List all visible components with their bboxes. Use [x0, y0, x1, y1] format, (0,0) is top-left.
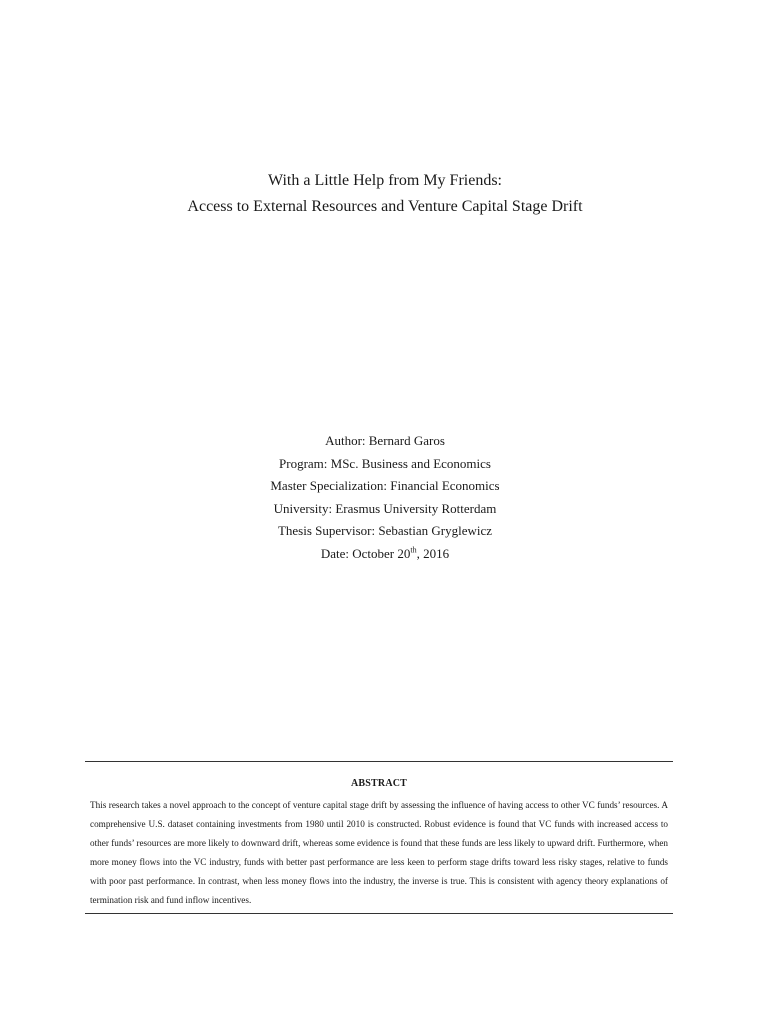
abstract-top-rule [85, 761, 673, 762]
title-line-2: Access to External Resources and Venture Capital Stage Drift [187, 198, 583, 215]
author-line: Author: Bernard Garos [325, 433, 445, 448]
title-line-1: With a Little Help from My Friends: [268, 172, 502, 189]
date-line [0, 543, 770, 566]
thesis-details [0, 430, 770, 566]
abstract-bottom-rule [85, 913, 673, 914]
university-line: University: Erasmus University Rotterdam [273, 500, 497, 516]
abstract-heading: ABSTRACT [350, 778, 408, 789]
specialization-line: Master Specialization: Financial Economics [270, 478, 500, 494]
program-line: Program: MSc. Business and Economics [279, 455, 491, 471]
supervisor-line: Thesis Supervisor: Sebastian Gryglewicz [277, 523, 493, 539]
date-prefix: Date: October 20 [320, 545, 411, 561]
title-block [0, 168, 770, 220]
abstract-section [85, 761, 673, 914]
date-superscript: th [410, 545, 417, 555]
abstract-text: This research takes a novel approach to the concept of venture capital stage drift by assessing the influence of having access to other VC funds’ resources. A comprehensive U.S. dataset containing investments from 1980 until 2010 is constructed. Robust evidence is found that VC funds with increased access to other funds’ resources are more likely to downward drift, whereas some evidence is found that these funds are less likely to upward drift. Furthermore, when more money flows into the VC industry, funds with better past performance are less keen to perform stage drifts toward less risky stages, relative to funds with poor past performance. In contrast, when less money flows into the industry, the inverse is true. This is consistent with agency theory explanations of termination risk and fund inflow incentives. [90, 800, 668, 905]
date-suffix: , 2016 [416, 545, 450, 561]
